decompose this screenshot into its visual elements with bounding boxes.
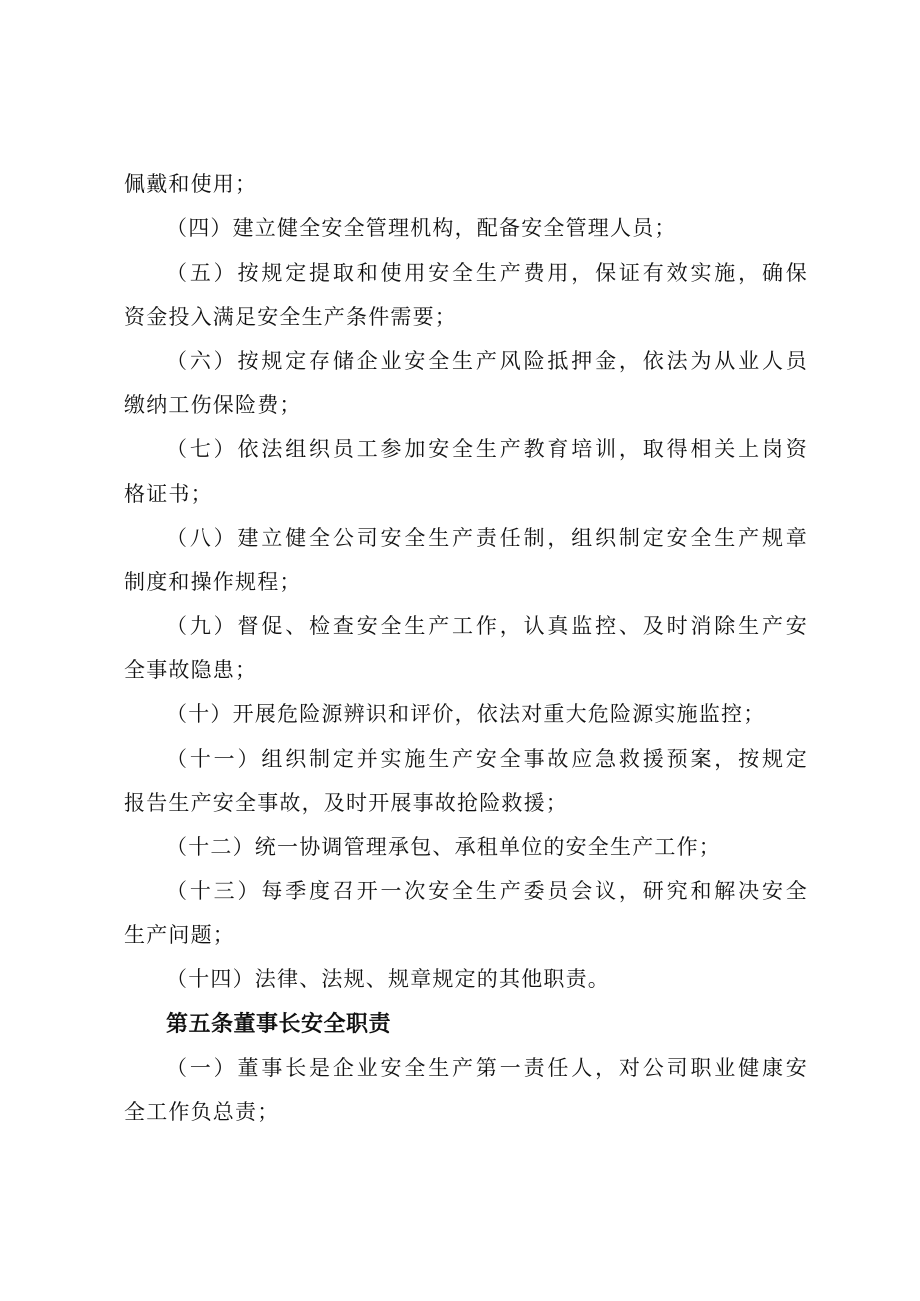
list-item-7: （七）依法组织员工参加安全生产教育培训，取得相关上岗资: [166, 437, 808, 461]
list-item-1: （一）董事长是企业安全生产第一责任人，对公司职业健康安: [166, 1056, 808, 1080]
text-line: 全工作负总责；: [124, 1100, 280, 1124]
list-item-11: （十一）组织制定并实施生产安全事故应急救援预案，按规定: [166, 747, 808, 771]
list-item-12: （十二）统一协调管理承包、承租单位的安全生产工作；: [166, 835, 721, 859]
text-line: 制度和操作规程；: [124, 570, 302, 594]
list-item-8: （八）建立健全公司安全生产责任制，组织制定安全生产规章: [166, 526, 808, 550]
text-line: 格证书；: [124, 482, 213, 506]
list-item-6: （六）按规定存储企业安全生产风险抵押金，依法为从业人员: [166, 349, 808, 373]
section-heading: 第五条董事长安全职责: [166, 1012, 392, 1037]
list-item-13: （十三）每季度召开一次安全生产委员会议，研究和解决安全: [166, 879, 808, 903]
text-line: 资金投入满足安全生产条件需要；: [124, 305, 457, 329]
list-item-9: （九）督促、检查安全生产工作，认真监控、及时消除生产安: [166, 614, 808, 638]
text-line: 全事故隐患；: [124, 658, 258, 682]
text-line: 生产问题；: [124, 923, 235, 947]
text-line: 佩戴和使用；: [124, 172, 258, 196]
text-line: 报告生产安全事故，及时开展事故抢险救援；: [124, 791, 568, 815]
list-item-14: （十四）法律、法规、规章规定的其他职责。: [166, 967, 610, 991]
list-item-10: （十）开展危险源辨识和评价，依法对重大危险源实施监控；: [166, 702, 766, 726]
list-item-5: （五）按规定提取和使用安全生产费用，保证有效实施，确保: [166, 261, 808, 285]
list-item-4: （四）建立健全安全管理机构，配备安全管理人员；: [166, 216, 677, 240]
text-line: 缴纳工伤保险费；: [124, 393, 302, 417]
